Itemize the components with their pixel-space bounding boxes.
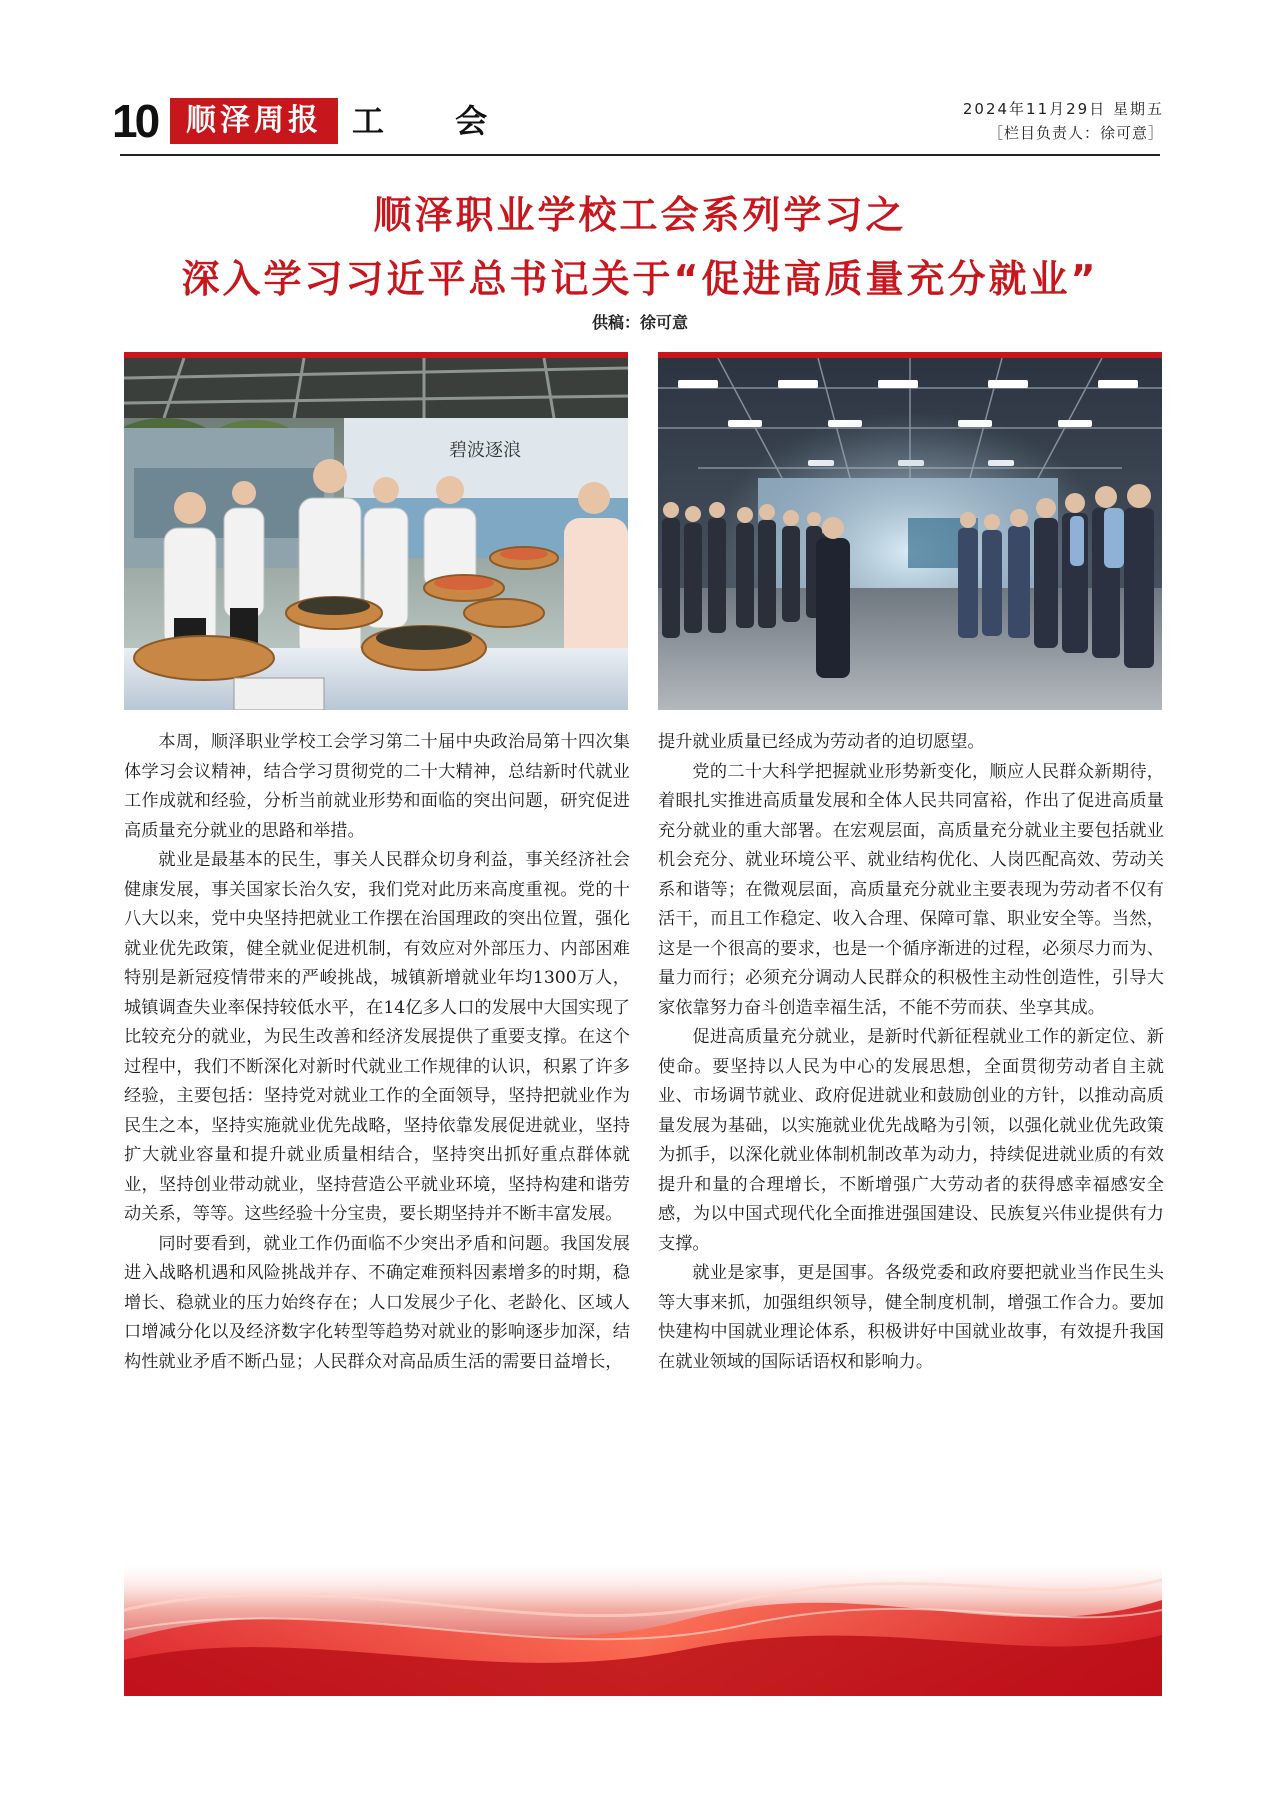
paragraph: 同时要看到，就业工作仍面临不少突出矛盾和问题。我国发展进入战略机遇和风险挑战并存、不确定难预料因素增多的时期，稳增长、稳就业的压力始终存在；人口发展少子化、老龄化、区域人口增减分化以及经济数字化转型等趋势对就业的影响逐步加深，结构性就业矛盾不断凸显；人民群众对高品质生活的需要日益增长， [124, 1233, 630, 1372]
column-editor: ［栏目负责人：徐可意］ [987, 124, 1164, 142]
byline: 供稿：徐可意 [591, 313, 688, 332]
issue-date: 2024年11月29日 星期五 [962, 100, 1164, 118]
backdrop-sign: 碧波逐浪 [449, 440, 521, 461]
decorative-red-band [124, 1540, 1162, 1696]
article-column-right [658, 728, 1164, 1377]
section-title: 工 会 [352, 102, 518, 140]
paragraph: 党的二十大科学把握就业形势新变化，顺应人民群众新期待，着眼扎实推进高质量发展和全体人民共同富裕，作出了促进高质量充分就业的重大部署。在宏观层面，高质量充分就业主要包括就业机会充分、就业环境公平、就业结构优化、人岗匹配高效、劳动关系和谐等；在微观层面，高质量充分就业主要表现为劳动者不仅有活干，而且工作稳定、收入合理、保障可靠、职业安全等。当然，这是一个很高的要求，也是一个循序渐进的过程，必须尽力而为、量力而行；必须充分调动人民群众的积极性主动性创造性，引导大家依靠努力奋斗创造幸福生活，不能不劳而获、坐享其成。 [658, 761, 1164, 1018]
masthead-divider [120, 154, 1160, 156]
paragraph: 就业是最基本的民生，事关人民群众切身利益，事关经济社会健康发展，事关国家长治久安，我们党对此历来高度重视。党的十八大以来，党中央坚持把就业工作摆在治国理政的突出位置，强化就业优先政策，健全就业促进机制，有效应对外部压力、内部困难特别是新冠疫情带来的严峻挑战，城镇新增就业年均1300万人，城镇调查失业率保持较低水平，在14亿多人口的发展中大国实现了比较充分的就业，为民生改善和经济发展提供了重要支撑。在这个过程中，我们不断深化对新时代就业工作规律的认识，积累了许多经验，主要包括：坚持党对就业工作的全面领导，坚持把就业作为民生之本，坚持实施就业优先战略，坚持依靠发展促进就业，坚持扩大就业容量和提升就业质量相结合，坚持突出抓好重点群体就业，坚持创业带动就业，坚持营造公平就业环境，坚持构建和谐劳动关系，等等。这些经验十分宝贵，要长期坚持并不断丰富发展。 [124, 850, 630, 1224]
headline-line-1: 顺泽职业学校工会系列学习之 [373, 193, 907, 237]
photo-exhibition-hall [658, 352, 1162, 716]
paper-name-logo: 顺泽周报 [170, 98, 338, 144]
paragraph: 本周，顺泽职业学校工会学习第二十届中央政治局第十四次集体学习会议精神，结合学习贯彻党的二十大精神，总结新时代就业工作成就和经验，分析当前就业形势和面临的突出问题，研究促进高质量充分就业的思路和举措。 [124, 732, 630, 841]
page-number: 10 [112, 95, 158, 147]
article-column-left [124, 728, 630, 1377]
paragraph: 就业是家事，更是国事。各级党委和政府要把就业当作民生头等大事来抓，加强组织领导，健全制度机制，增强工作合力。要加快建构中国就业理论体系，积极讲好中国就业故事，有效提升我国在就业领域的国际话语权和影响力。 [658, 1263, 1164, 1372]
photo-market-visit [124, 352, 628, 716]
paragraph-continued: 提升就业质量已经成为劳动者的迫切愿望。 [658, 732, 985, 752]
headline-line-2: 深入学习习近平总书记关于“促进高质量充分就业” [181, 257, 1099, 301]
paragraph: 促进高质量充分就业，是新时代新征程就业工作的新定位、新使命。要坚持以人民为中心的发展思想，全面贯彻劳动者自主就业、市场调节就业、政府促进就业和鼓励创业的方针，以推动高质量发展为基础，以实施就业优先战略为引领，以强化就业优先政策为抓手，以深化就业体制机制改革为动力，持续促进就业质的有效提升和量的合理增长，不断增强广大劳动者的获得感幸福感安全感，为以中国式现代化全面推进强国建设、民族复兴伟业提供有力支撑。 [658, 1027, 1164, 1254]
